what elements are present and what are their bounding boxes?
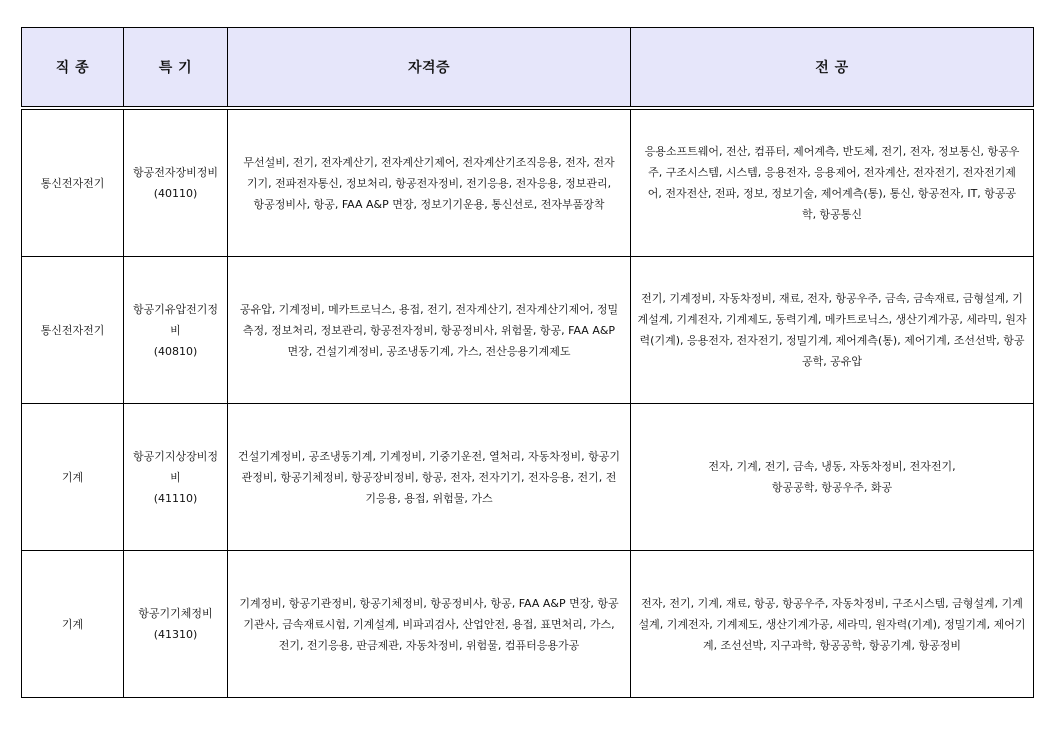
specialty-cell bbox=[124, 551, 228, 698]
job-type-cell: 통신전자전기 bbox=[22, 108, 124, 257]
major-cell bbox=[631, 551, 1034, 698]
header-row bbox=[22, 28, 1034, 109]
certificates-text: 건설기계정비, 공조냉동기계, 기계정비, 기중기운전, 열처리, 자동차정비, 항공기관정비, 항공기체정비, 항공장비정비, 항공, 전자, 전자기기, 전자응용, 전기, 전기응용, 용접, 위험물, 가스 bbox=[238, 449, 620, 505]
certificates-text: 기계정비, 항공기관정비, 항공기체정비, 항공정비사, 항공, FAA A&P 면장, 항공기관사, 금속재료시험, 기계설계, 비파괴검사, 산업안전, 용접, 표면처리, 가스, 전기, 전기응용, 판금제관, 자동차정비, 위험물, 컴퓨터응용가공 bbox=[239, 596, 619, 652]
job-type-cell: 통신전자전기 bbox=[22, 257, 124, 404]
specialty-code: (41310) bbox=[153, 628, 198, 641]
major-text: 전자, 기계, 전기, 금속, 냉동, 자동차정비, 전자전기, 항공공학, 항공우주, 화공 bbox=[708, 460, 956, 494]
table-row bbox=[22, 404, 1034, 551]
table-row bbox=[22, 551, 1034, 698]
specialty-code: (40810) bbox=[153, 344, 198, 358]
table-row bbox=[22, 257, 1034, 404]
certificates-cell bbox=[228, 257, 631, 404]
specialty-cell bbox=[124, 108, 228, 257]
job-type-cell: 기계 bbox=[22, 551, 124, 698]
specialty-name: 항공기유압전기정비 bbox=[132, 302, 218, 337]
major-cell bbox=[631, 404, 1034, 551]
major-cell bbox=[631, 108, 1034, 257]
certificates-cell bbox=[228, 108, 631, 257]
certificates-text: 공유압, 기계정비, 메카트로닉스, 용접, 전기, 전자계산기, 전자계산기제어, 정밀측정, 정보처리, 정보관리, 항공전자정비, 항공정비사, 위험물, 항공, FAA A&P 면장, 건설기계정비, 공조냉동기계, 가스, 전산응용기계제도 bbox=[239, 302, 619, 358]
header-certificates: 자격증 bbox=[228, 28, 631, 109]
job-type-cell: 기계 bbox=[22, 404, 124, 551]
certificates-cell bbox=[228, 404, 631, 551]
table-row bbox=[22, 108, 1034, 257]
header-specialty: 특 기 bbox=[124, 28, 228, 109]
header-job-type: 직 종 bbox=[22, 28, 124, 109]
specialty-name: 항공기기체정비 bbox=[138, 607, 213, 620]
specialty-name: 항공기지상장비정비 bbox=[132, 449, 218, 484]
specialty-name: 항공전자장비정비 bbox=[132, 166, 218, 179]
specialty-code: (40110) bbox=[153, 187, 198, 200]
specialty-table bbox=[21, 27, 1034, 698]
specialty-cell bbox=[124, 404, 228, 551]
major-text: 응용소프트웨어, 전산, 컴퓨터, 제어계측, 반도체, 전기, 전자, 정보통신, 항공우주, 구조시스템, 시스템, 응용전자, 응용제어, 전자계산, 전자전기, 전자전기제어, 전자전산, 전파, 정보, 정보기술, 제어계측(통), 통신, 항공전자, IT, 항공공학, 항공통신 bbox=[644, 145, 1020, 221]
major-text: 전기, 기계정비, 자동차정비, 재료, 전자, 항공우주, 금속, 금속재료, 금형설계, 기계설계, 기계전자, 기계제도, 동력기계, 메카트로닉스, 생산기계가공, 세라믹, 원자력(기계), 응용전자, 전자전기, 정밀기계, 제어계측(통), 제어기계, 조선선박, 항공공학, 공유압 bbox=[637, 292, 1027, 368]
specialty-code: (41110) bbox=[153, 491, 198, 505]
certificates-cell bbox=[228, 551, 631, 698]
header-major: 전 공 bbox=[631, 28, 1034, 109]
major-cell bbox=[631, 257, 1034, 404]
major-text: 전자, 전기, 기계, 재료, 항공, 항공우주, 자동차정비, 구조시스템, 금형설계, 기계설계, 기계전자, 기계제도, 생산기계가공, 세라믹, 원자력(기계), 정밀기계, 제어기계, 조선선박, 지구과학, 항공공학, 항공기계, 항공정비 bbox=[638, 596, 1026, 652]
certificates-text: 무선설비, 전기, 전자계산기, 전자계산기제어, 전자계산기조직응용, 전자, 전자기기, 전파전자통신, 정보처리, 항공전자정비, 전기응용, 전자응용, 정보관리, 항공정비사, 항공, FAA A&P 면장, 정보기기운용, 통신선로, 전자부품장착 bbox=[243, 155, 615, 211]
specialty-cell bbox=[124, 257, 228, 404]
